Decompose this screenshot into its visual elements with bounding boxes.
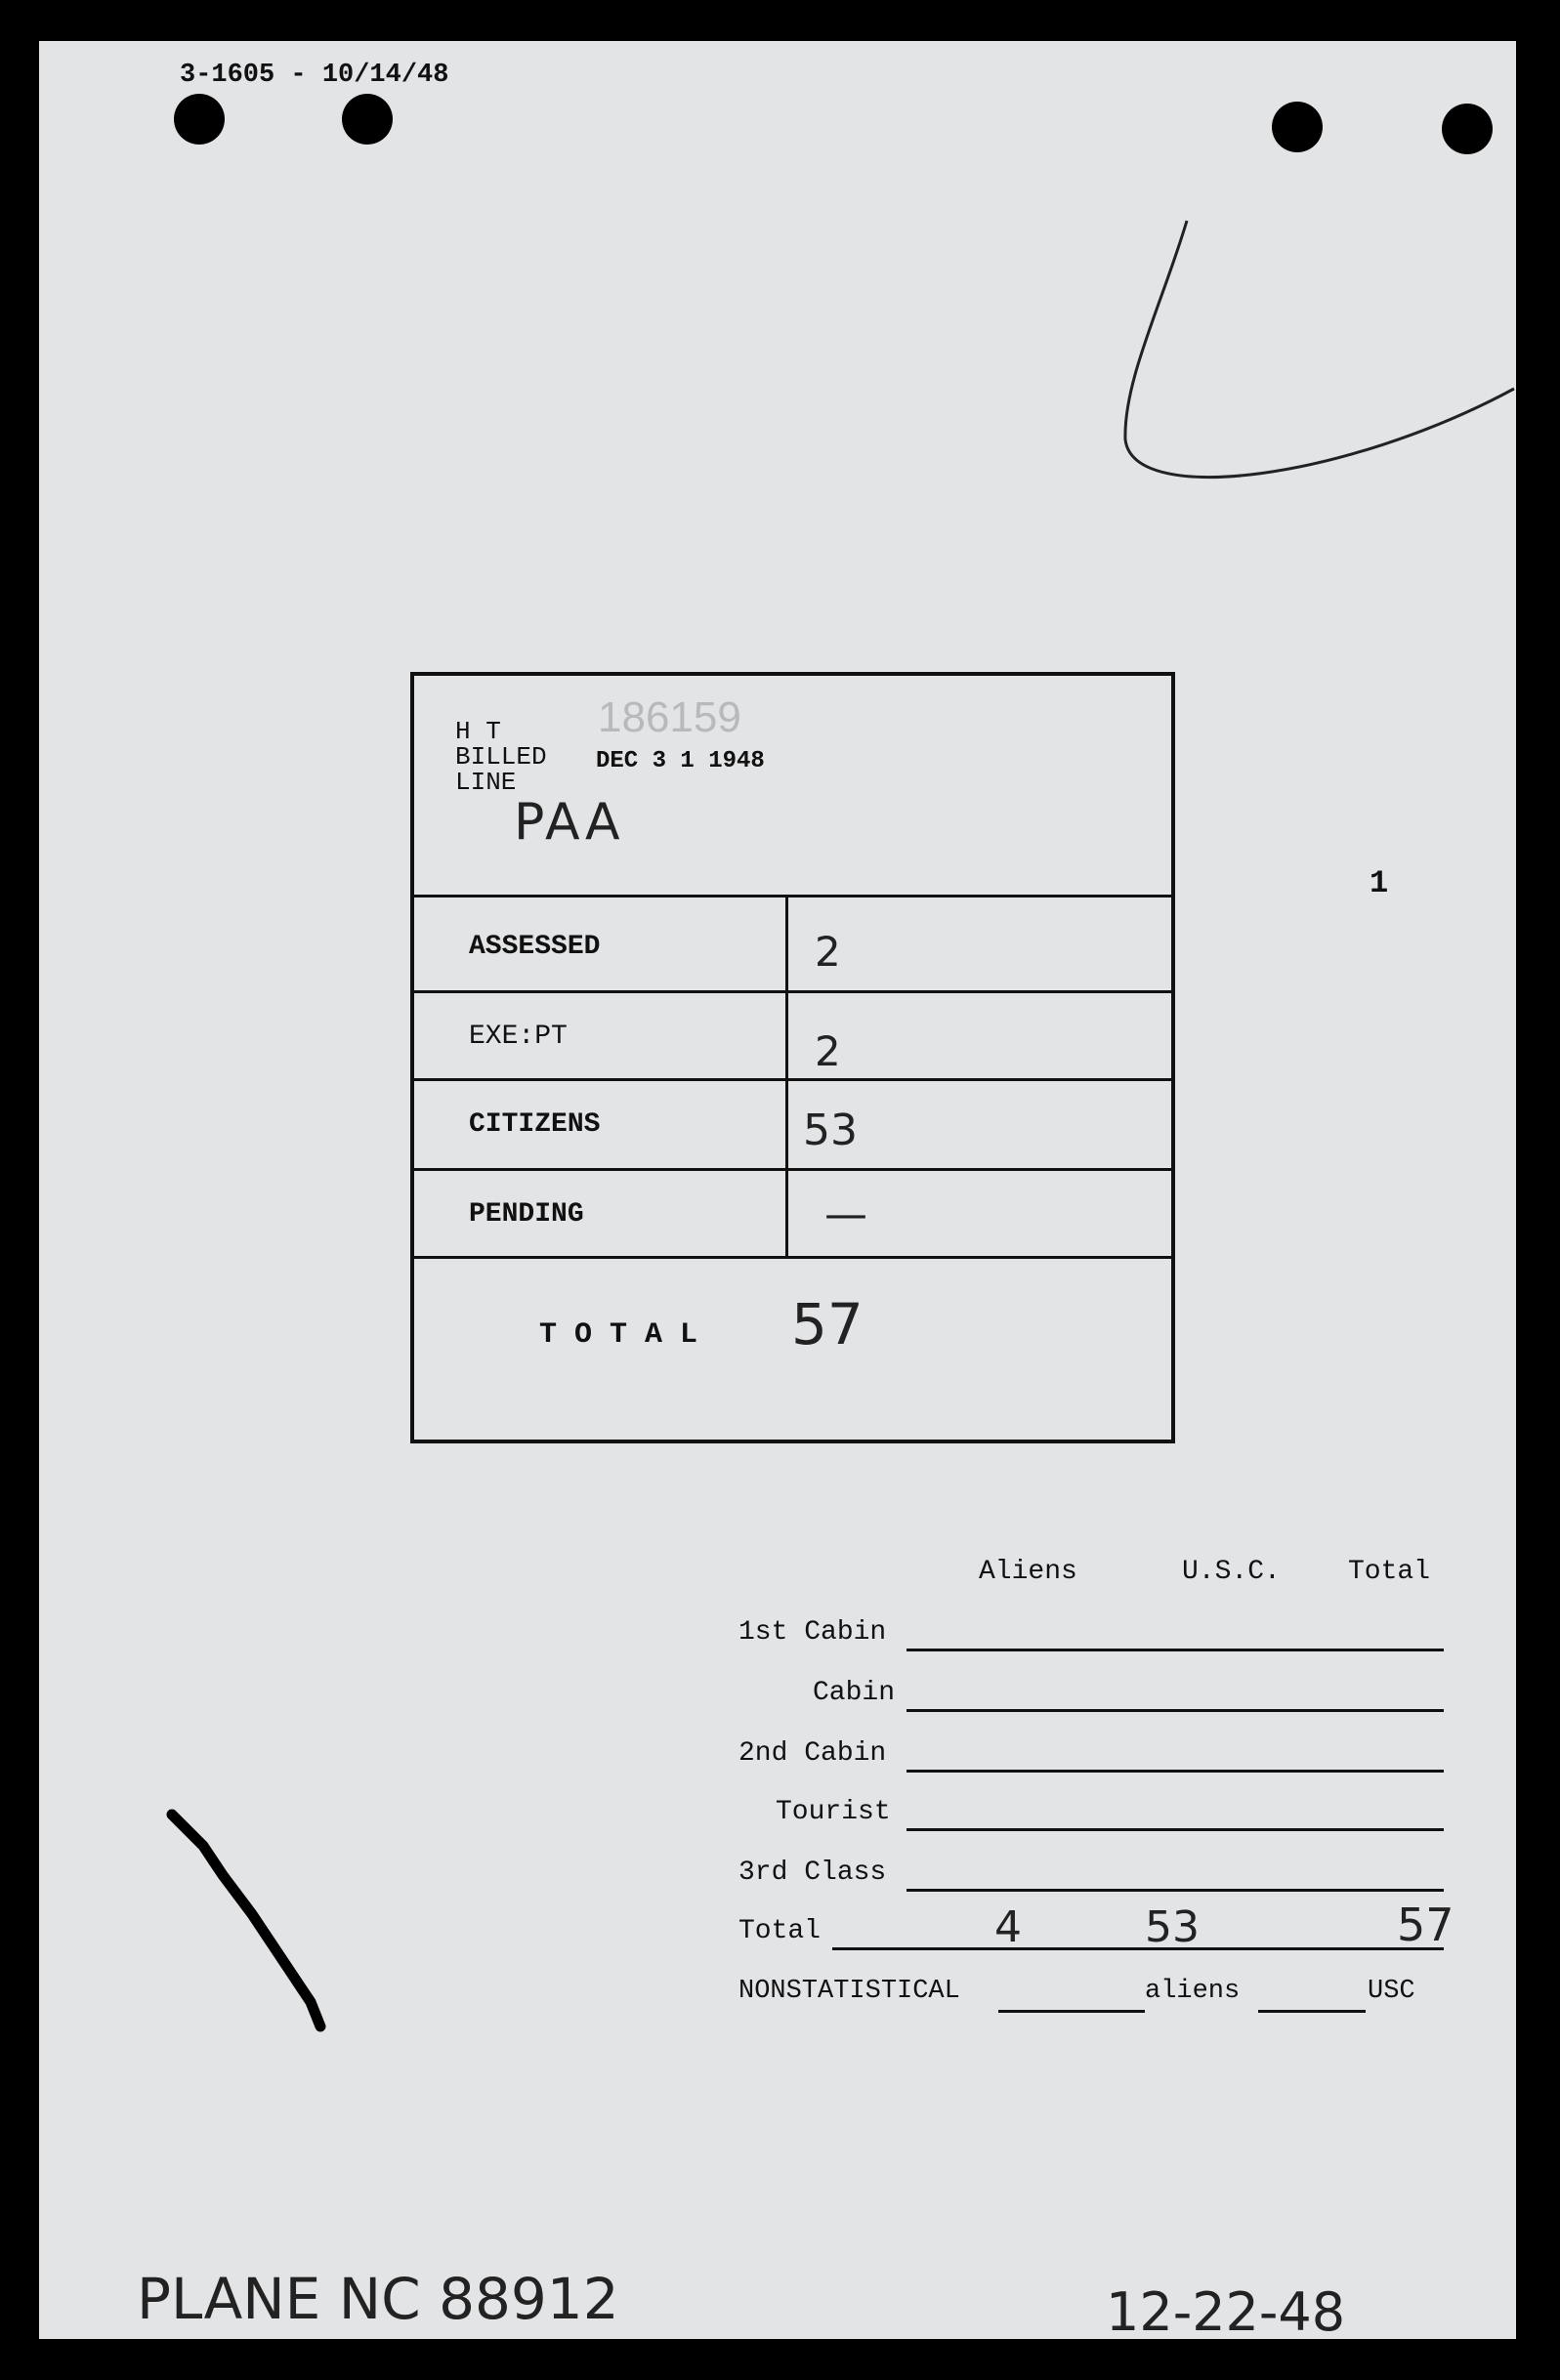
count-value-citizens: 53 [803,1106,858,1155]
row-divider [414,990,1171,993]
row-label-total: Total [738,1916,822,1946]
plane-number: PLANE NC 88912 [137,2266,619,2332]
footer-date: 12-22-48 [1106,2281,1346,2343]
column-divider [785,895,788,1256]
row-divider [414,1078,1171,1081]
row-label-tourist: Tourist [776,1797,891,1827]
row-line [906,1770,1444,1773]
row-line [906,1709,1444,1712]
count-label-exempt: EXE:PT [469,1022,568,1052]
header-aliens: Aliens [979,1557,1077,1587]
row-line [832,1947,1444,1950]
header-total: Total [1348,1557,1431,1587]
punch-hole-2 [342,94,393,145]
ht-label: H T [455,717,501,746]
count-label-assessed: ASSESSED [469,932,601,962]
punch-hole-4 [1442,104,1493,154]
row-label-1st-cabin: 1st Cabin [738,1617,887,1648]
line-value: PAA [514,793,624,852]
nonstat-usc: USC [1368,1977,1415,2006]
nonstat-aliens: aliens [1145,1977,1241,2006]
total-label: T O T A L [539,1318,698,1352]
ink-smudge [164,1807,330,2041]
nonstat-label: NONSTATISTICAL [738,1977,960,2006]
row-divider [414,1168,1171,1171]
total-total-value: 57 [1397,1899,1455,1951]
line-label: LINE [455,768,517,797]
total-value: 57 [791,1291,864,1357]
total-aliens-value: 4 [994,1902,1022,1952]
nonstat-aliens-line [998,2010,1145,2013]
side-number: 1 [1370,865,1389,901]
count-value-pending: — [824,1190,867,1239]
billed-label: BILLED [455,742,547,772]
pen-stroke [1104,215,1534,508]
punch-hole-3 [1272,102,1323,152]
row-label-2nd-cabin: 2nd Cabin [738,1738,887,1769]
nonstat-usc-line [1258,2010,1366,2013]
row-divider [414,1256,1171,1259]
row-line [906,1649,1444,1651]
row-label-3rd-class: 3rd Class [738,1858,887,1888]
row-divider [414,895,1171,898]
row-line [906,1889,1444,1892]
count-label-citizens: CITIZENS [469,1109,601,1140]
row-label-cabin: Cabin [813,1678,896,1708]
header-usc: U.S.C. [1182,1557,1281,1587]
count-value-assessed: 2 [815,928,841,976]
stamp-date: DEC 3 1 1948 [596,748,765,774]
row-line [906,1828,1444,1831]
form-code: 3-1605 - 10/14/48 [180,61,449,90]
billing-stamp-box [410,672,1175,1443]
count-label-pending: PENDING [469,1199,584,1230]
count-value-exempt: 2 [815,1027,841,1075]
punch-hole-1 [174,94,225,145]
total-usc-value: 53 [1145,1902,1200,1952]
stamp-number: 186159 [598,693,741,741]
